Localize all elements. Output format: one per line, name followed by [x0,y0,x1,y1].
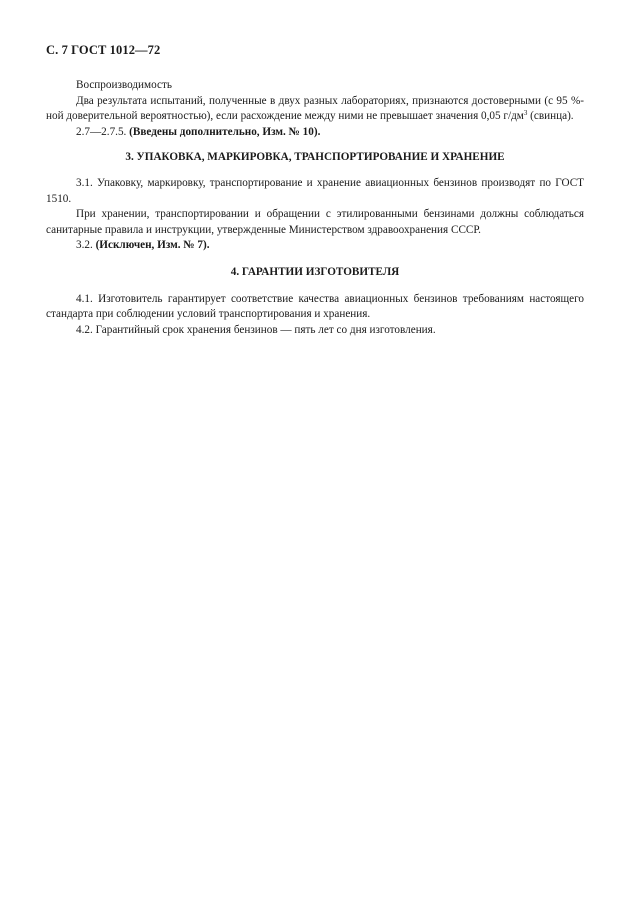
section-3-paragraph-2: При хранении, транспортировании и обращении с этилированными бензинами должны соблюдаться санитарные правила и инструкции, утвержденные Министерством здравоохранения СССР. [46,208,584,236]
section-3-title: 3. УПАКОВКА, МАРКИРОВКА, ТРАНСПОРТИРОВАНИЕ И ХРАНЕНИЕ [125,151,505,164]
section-3-paragraph-1: 3.1. Упаковку, маркировку, транспортирование и хранение авиационных бензинов производят по ГОСТ 1510. [46,176,584,205]
reproducibility-text [46,94,584,125]
document-body [46,78,584,338]
section-4-paragraph-2: 4.2. Гарантийный срок хранения бензинов — пять лет со дня изготовления. [76,323,436,336]
unit-superscript: 3 [523,109,528,118]
amendment-note-2-7 [46,125,584,141]
reproducibility-text-main: Два результата испытаний, полученные в двух разных лабораториях, признаются достоверными (с 95 %-ной доверительной вероятностью), если расхождение между ними не превышает значения 0,05 г/дм [46,94,584,123]
reproducibility-title: Воспроизводимость [76,79,172,91]
amendment-text: (Введены дополнительно, Изм. № 10). [129,125,321,138]
clause-ref-3-2: 3.2. [76,239,96,252]
section-3-paragraph-3 [46,238,584,254]
section-4-title: 4. ГАРАНТИИ ИЗГОТОВИТЕЛЯ [230,265,400,278]
page-header: С. 7 ГОСТ 1012—72 [46,43,161,57]
reproducibility-text-tail: (свинца). [527,110,574,123]
amendment-ref: 2.7—2.7.5. [76,125,130,138]
clause-note-3-2: (Исключен, Изм. № 7). [95,239,210,252]
section-4-paragraph-1: 4.1. Изготовитель гарантирует соответствие качества авиационных бензинов требованиям настоящего стандарта при соблюдении условий транспортирования и хранения. [46,292,584,321]
